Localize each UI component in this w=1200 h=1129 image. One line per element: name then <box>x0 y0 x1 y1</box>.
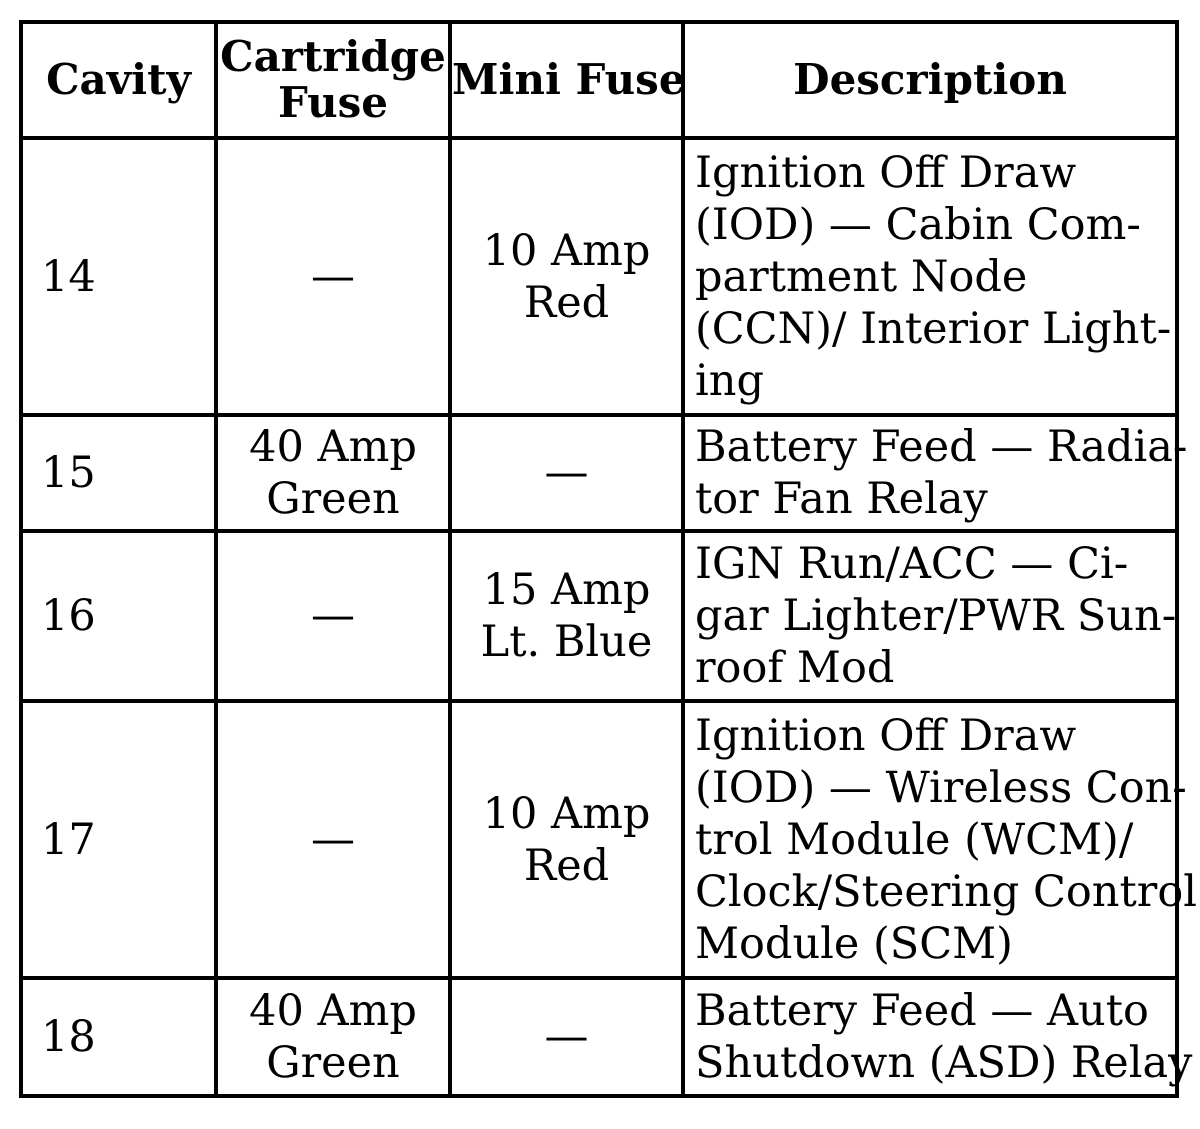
cartridge-fuse-cell: — <box>216 531 450 701</box>
description-cell: Battery Feed — Radia- tor Fan Relay <box>683 415 1177 531</box>
cavity-cell: 18 <box>21 978 216 1096</box>
mini-fuse-cell: — <box>450 415 683 531</box>
mini-fuse-cell: 10 Amp Red <box>450 701 683 978</box>
table-row <box>21 701 1177 978</box>
mini-fuse-cell: 10 Amp Red <box>450 138 683 415</box>
table-row <box>21 531 1177 701</box>
description-cell: Ignition Off Draw (IOD) — Cabin Com- partment Node (CCN)/ Interior Light- ing <box>683 138 1177 415</box>
cartridge-fuse-cell: 40 Amp Green <box>216 978 450 1096</box>
cavity-cell: 16 <box>21 531 216 701</box>
cavity-cell: 14 <box>21 138 216 415</box>
table-row <box>21 415 1177 531</box>
cavity-cell: 17 <box>21 701 216 978</box>
table-row <box>21 138 1177 415</box>
table-row <box>21 978 1177 1096</box>
cavity-cell: 15 <box>21 415 216 531</box>
header-mini-fuse: Mini Fuse <box>450 22 683 138</box>
fuse-table <box>19 20 1197 1098</box>
header-cavity: Cavity <box>21 22 216 138</box>
description-cell: Battery Feed — Auto Shutdown (ASD) Relay <box>683 978 1177 1096</box>
description-cell: Ignition Off Draw (IOD) — Wireless Con- trol Module (WCM)/ Clock/Steering Control Module (SCM) <box>683 701 1177 978</box>
cartridge-fuse-cell: — <box>216 138 450 415</box>
mini-fuse-cell: — <box>450 978 683 1096</box>
cartridge-fuse-cell: 40 Amp Green <box>216 415 450 531</box>
cartridge-fuse-cell: — <box>216 701 450 978</box>
header-row <box>21 22 1177 138</box>
mini-fuse-cell: 15 Amp Lt. Blue <box>450 531 683 701</box>
description-cell: IGN Run/ACC — Ci- gar Lighter/PWR Sun- roof Mod <box>683 531 1177 701</box>
header-cartridge-fuse: Cartridge Fuse <box>216 22 450 138</box>
header-description: Description <box>683 22 1177 138</box>
